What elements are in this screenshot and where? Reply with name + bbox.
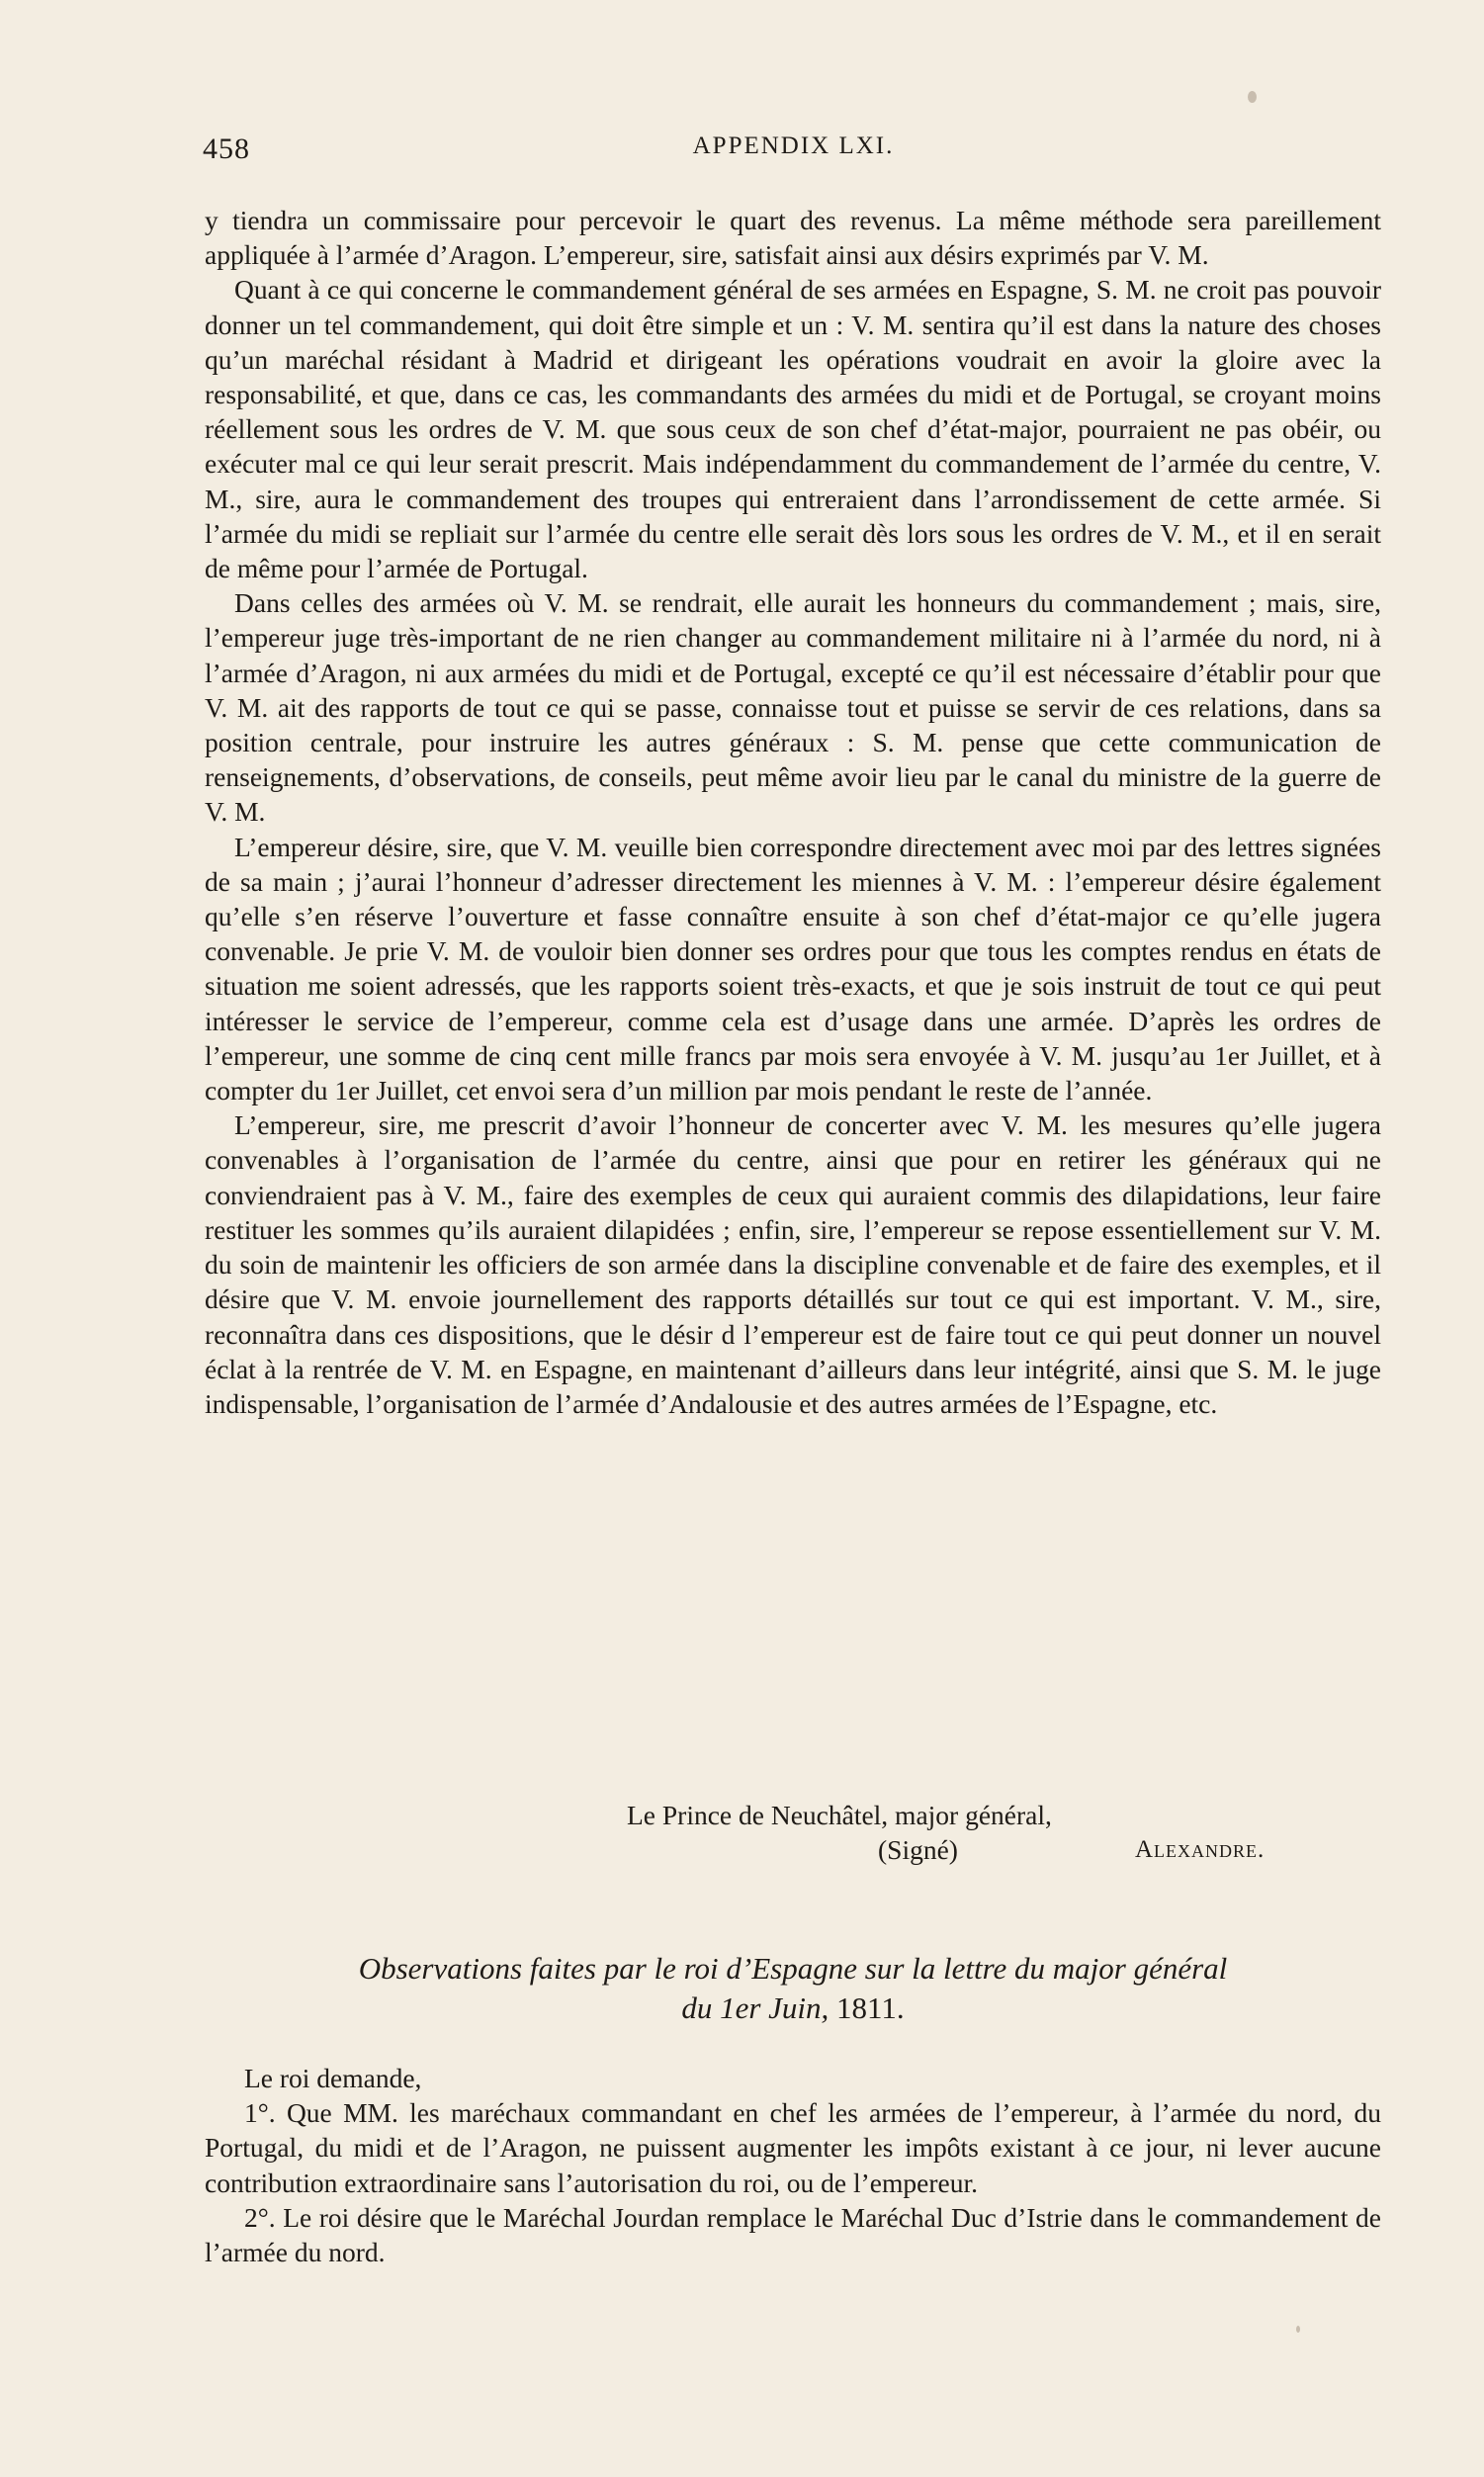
ink-speck	[1296, 2326, 1300, 2333]
page-header	[203, 133, 1384, 172]
letter-paragraph: Quant à ce qui concerne le commandement général de ses armées en Espagne, S. M. ne croit pas pouvoir donner un tel commandement, qui doit être simple et un : V. M. sentira qu’il est dans la nature des choses qu’un maréchal résidant à Madrid et dirigeant les opérations voudrait en avoir la gloire avec la responsabilité, et que, dans ce cas, les commandants des armées du midi et de Portugal, se croyant moins réellement sous les ordres de V. M. que sous ceux de son chef d’état-major, pourraient ne pas obéir, ou exécuter mal ce qui leur serait prescrit. Mais indépendamment du commandement de l’armée du centre, V. M., sire, aura le commandement des troupes qui entreraient dans l’arrondissement de cette armée. Si l’armée du midi se repliait sur l’armée du centre elle serait dès lors sous les ordres de V. M., et il en serait de même pour l’armée de Portugal.	[205, 274, 1381, 584]
signature-signed: (Signé)	[878, 1834, 958, 1865]
letter-paragraph: L’empereur désire, sire, que V. M. veuille bien correspondre directement avec moi par des lettres signées de sa main ; j’aurai l’honneur d’adresser directement les miennes à V. M. : l’empereur désire également qu’elle s’en réserve l’ouverture et fasse connaître ensuite à son chef d’état-major ce qu’elle jugera convenable. Je prie V. M. de vouloir bien donner ses ordres pour que tous les comptes rendus en états de situation me soient adressés, que les rapports soient très-exacts, et que je sois instruit de tout ce qui peut intéresser le service de l’empereur, comme cela est d’usage dans une armée. D’après les ordres de l’empereur, une somme de cinq cent mille francs par mois sera envoyée à V. M. jusqu’au 1er Juillet, et à compter du 1er Juillet, cet envoi sera d’un million par mois pendant le reste de l’année.	[205, 831, 1381, 1106]
running-title: APPENDIX LXI.	[692, 133, 895, 159]
section-heading	[205, 1949, 1381, 2028]
section-paragraph: 2°. Le roi désire que le Maréchal Jourdan remplace le Maréchal Duc d’Istrie dans le commandement de l’armée du nord.	[205, 2201, 1381, 2268]
section-heading-date: du 1er Juin,	[681, 1990, 829, 2025]
section-paragraph: Le roi demande,	[244, 2063, 422, 2093]
signature-title: Le Prince de Neuchâtel, major général,	[627, 1800, 1052, 1830]
letter-body	[205, 203, 1381, 1421]
signature-name: Alexandre.	[1135, 1836, 1266, 1863]
letter-paragraph: L’empereur, sire, me prescrit d’avoir l’honneur de concerter avec V. M. les mesures qu’elle jugera convenables à l’organisation de l’armée du centre, ainsi que pour en retirer les généraux qui ne conviendraient pas à V. M., faire des exemples de ceux qui auraient commis des dilapidations, leur faire restituer les sommes qu’ils auraient dilapidées ; enfin, sire, l’empereur se repose essentiellement sur V. M. du soin de maintenir les officiers de son armée dans la discipline convenable et de faire des exemples, et il désire que V. M. envoie journellement des rapports détaillés sur tout ce qui est important. V. M., sire, reconnaîtra dans ces dispositions, que le désir d l’empereur est de faire tout ce qui peut donner un nouvel éclat à la rentrée de V. M. en Espagne, en maintenant d’ailleurs dans leur intégrité, ainsi que S. M. le juge indispensable, l’organisation de l’armée d’Andalousie et des autres armées de l’Espagne, etc.	[205, 1109, 1381, 1419]
signature-block	[627, 1798, 1319, 1867]
ink-speck	[1248, 91, 1257, 103]
section-body	[205, 2061, 1381, 2269]
signature-line	[878, 1832, 1319, 1867]
letter-paragraph: Dans celles des armées où V. M. se rendrait, elle aurait les honneurs du commandement ; mais, sire, l’empereur juge très-important de ne rien changer au commandement militaire ni à l’armée du nord, ni à l’armée d’Aragon, ni aux armées du midi et de Portugal, excepté ce qu’il est nécessaire d’établir pour que V. M. ait des rapports de tout ce qui se passe, connaisse tout et puisse se servir de ces relations, dans sa position centrale, pour instruire les autres généraux : S. M. pense que cette communication de renseignements, d’observations, de conseils, peut même avoir lieu par le canal du ministre de la guerre de V. M.	[205, 587, 1381, 828]
section-paragraph: 1°. Que MM. les maréchaux commandant en chef les armées de l’empereur, à l’armée du nord, du Portugal, du midi et de l’Aragon, ne puissent augmenter les impôts existant à ce jour, ni lever aucune contribution extraordinaire sans l’autorisation du roi, ou de l’empereur.	[205, 2097, 1381, 2198]
section-heading-year: 1811.	[829, 1990, 905, 2025]
section-heading-line1: Observations faites par le roi d’Espagne sur la lettre du major général	[358, 1951, 1228, 1986]
letter-paragraph: y tiendra un commissaire pour percevoir le quart des revenus. La même méthode sera pareillement appliquée à l’armée d’Aragon. L’empereur, sire, satisfait ainsi aux désirs exprimés par V. M.	[205, 205, 1381, 271]
page-number: 458	[203, 133, 250, 165]
